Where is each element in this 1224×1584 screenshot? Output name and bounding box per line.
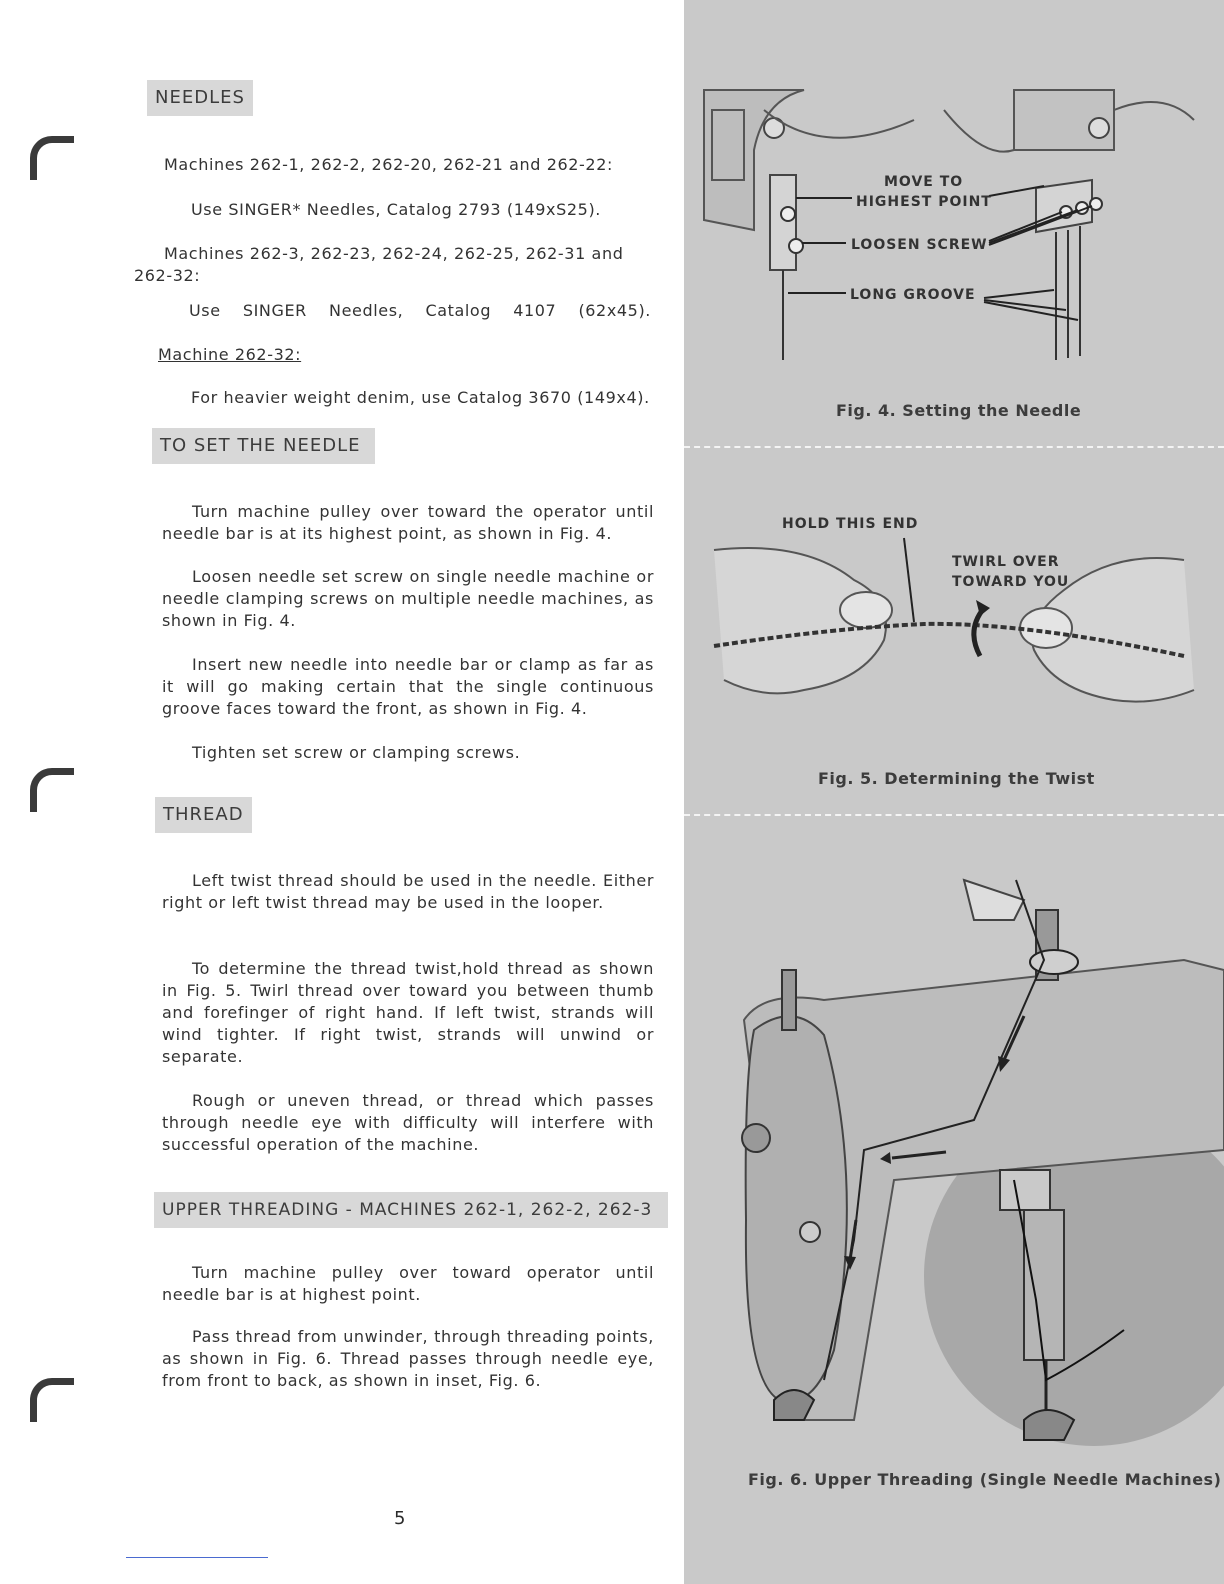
word: (62x45). [578,301,651,320]
word: Needles, [329,301,404,320]
machines-list-1: Machines 262-1, 262-2, 262-20, 262-21 and 262-22: [164,155,613,174]
thread-heading: THREAD [155,797,252,833]
fig5-label-hold: HOLD THIS END [782,516,919,532]
word: Use [189,301,221,320]
spool-pin [782,970,796,1030]
section-divider [684,446,1224,448]
fig4-label-highest: HIGHEST POINT [856,194,992,210]
machines-list-2: Machines 262-3, 262-23, 262-24, 262-25, 262-31 and [164,244,624,263]
footnote-rule [126,1557,268,1558]
word: 4107 [513,301,557,320]
screw-icon [1089,118,1109,138]
set-needle-para-1: Turn machine pulley over toward the operator until needle bar is at its highest point, as shown in Fig. 4. [162,502,654,543]
needle-catalog-2 [189,300,651,322]
needles-heading: NEEDLES [147,80,253,116]
tension-disc [1030,950,1078,974]
set-needle-para-4: Tighten set screw or clamping screws. [192,743,521,762]
inset-presser-foot [1024,1410,1074,1440]
inset-needle-bar [1024,1210,1064,1360]
fig5-label-twirl-1: TWIRL OVER [952,554,1060,570]
needle-bar [770,175,796,270]
fig5-thread-twist-illustration [684,450,1224,750]
set-needle-para-3: Insert new needle into needle bar or clamp as far as it will go making certain that the single continuous groove faces toward the front, as shown in Fig. 4. [162,655,654,718]
set-needle-para-2: Loosen needle set screw on single needle machine or needle clamping screws on multiple needle machines, as shown in Fig. 4. [162,567,654,630]
thread-para-1: Left twist thread should be used in the needle. Either right or left twist thread may be used in the looper. [162,871,654,912]
word: Catalog [425,301,492,320]
fig6-caption: Fig. 6. Upper Threading (Single Needle Machines) [748,1470,1222,1489]
twirl-arrow-icon [974,608,984,656]
section-divider [684,814,1224,816]
machine-262-32-label: Machine 262-32: [158,345,302,364]
binder-hole-mark [30,1378,74,1422]
illustration-panel [684,0,1224,1584]
needle-catalog-1: Use SINGER* Needles, Catalog 2793 (149xS25). [191,200,601,219]
fig4-label-loosen: LOOSEN SCREW [851,237,988,253]
upper-threading-para-1: Turn machine pulley over toward operator until needle bar is at highest point. [162,1263,654,1304]
upper-threading-para-2: Pass thread from unwinder, through threading points, as shown in Fig. 6. Thread passes through needle eye, from front to back, as shown in inset, Fig. 6. [162,1327,654,1390]
fig5-caption: Fig. 5. Determining the Twist [818,769,1095,788]
fig4-caption: Fig. 4. Setting the Needle [836,401,1082,420]
fig5-label-twirl-2: TOWARD YOU [952,574,1070,590]
machines-list-2-cont: 262-32: [134,266,201,285]
badge-icon [742,1124,770,1152]
thread-para-3: Rough or uneven thread, or thread which passes through needle eye with difficulty will interfere with successful operation of the machine. [162,1091,654,1154]
binder-hole-mark [30,768,74,812]
fig4-label-move: MOVE TO [884,174,964,190]
binder-hole-mark [30,136,74,180]
fig4-label-groove: LONG GROOVE [850,287,976,303]
set-screw-icon [781,207,795,221]
word: SINGER [242,301,307,320]
set-needle-heading: TO SET THE NEEDLE [152,428,375,464]
heavier-denim-note: For heavier weight denim, use Catalog 3670 (149x4). [191,388,650,407]
page-number: 5 [394,1508,406,1529]
thread-para-2: To determine the thread twist,hold thread as shown in Fig. 5. Twirl thread over toward you between thumb and forefinger of right hand. If left twist, strands will wind tighter. If right twist, strands will unwind or separate. [162,959,654,1066]
inset-needle-clamp [1000,1170,1050,1210]
thread-guide [964,880,1024,920]
fig6-upper-threading-illustration [684,820,1224,1460]
fig4-needle-setting-illustration [684,0,1224,440]
upper-threading-heading: UPPER THREADING - MACHINES 262-1, 262-2, 262-3 [154,1192,668,1228]
